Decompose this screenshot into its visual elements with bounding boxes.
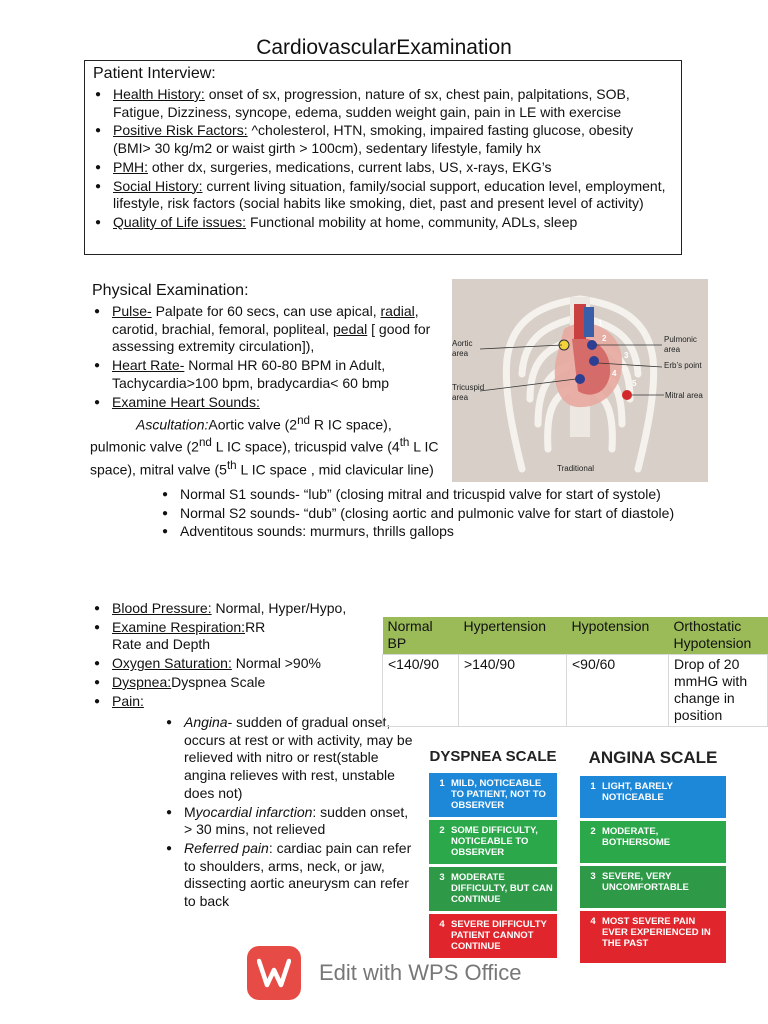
list-item: ● Normal S1 sounds- “lub” (closing mitral and tricuspid valve for start of systole) <box>180 486 680 504</box>
page-title: CardiovascularExamination <box>256 36 512 59</box>
list-item: ● Myocardial infarction: sudden onset, > 30 mins, not relieved <box>184 804 414 839</box>
table-header-cell: Hypotension <box>567 617 669 655</box>
label-num-2: 2 <box>602 334 607 343</box>
table-header-cell: Normal BP <box>383 617 459 655</box>
label-aortic-area: Aortic area <box>452 339 473 358</box>
table-header-row <box>383 617 768 655</box>
list-item: ● Positive Risk Factors: ^cholesterol, HTN, smoking, impaired fasting glucose, obesity (BMI> 30 kg/m2 or waist girth > 100cm), sedentary lifestyle, family hx <box>113 122 673 157</box>
pain-list <box>164 714 414 912</box>
table-header-cell: Orthostatic Hypotension <box>669 617 768 655</box>
angina-scale-title: ANGINA SCALE <box>588 748 718 767</box>
blood-pressure-table <box>382 617 768 727</box>
table-row <box>383 655 768 727</box>
wps-edit-banner[interactable] <box>247 944 547 1002</box>
angina-level-1: 1 LIGHT, BARELY NOTICEABLE <box>580 776 726 818</box>
list-item: ● Health History: onset of sx, progression, nature of sx, chest pain, palpitations, SOB, Fatigue, Dizziness, syncope, edema, sudden weight gain, pain in LE with exercise <box>113 86 673 121</box>
dyspnea-level-2: 2 SOME DIFFICULTY, NOTICEABLE TO OBSERVER <box>429 820 557 864</box>
list-item: ● Dyspnea:Dyspnea Scale <box>92 674 392 692</box>
dyspnea-level-4: 4 SEVERE DIFFICULTY PATIENT CANNOT CONTINUE <box>429 914 557 958</box>
label-num-1: 1 <box>598 319 603 328</box>
heart-diagram-svg <box>452 279 708 482</box>
wps-logo-icon <box>247 946 301 1000</box>
list-item: ● Examine Respiration:RR Rate and Depth <box>92 619 282 654</box>
label-num-5: 5 <box>632 379 637 388</box>
label-mitral-area: Mitral area <box>665 391 703 400</box>
list-item: ● PMH: other dx, surgeries, medications, current labs, US, x-rays, EKG’s <box>113 159 673 177</box>
angina-level-2: 2 MODERATE, BOTHERSOME <box>580 821 726 863</box>
list-item: ● Pain: <box>92 693 392 711</box>
vitals-list <box>92 600 392 711</box>
angina-scale-card <box>575 738 731 956</box>
pulse-item: ● Pulse- Palpate for 60 secs, can use apical, radial, carotid, brachial, femoral, popliteal, pedal [ good for assessing extremity circulation]), <box>92 303 452 356</box>
list-item: ● Referred pain: cardiac pain can refer to shoulders, arms, neck, or jaw, dissecting aortic aneurysm can refer to back <box>184 840 414 911</box>
wps-edit-text[interactable]: Edit with WPS Office <box>319 960 522 985</box>
physical-examination-heading: Physical Examination: <box>92 282 249 299</box>
label-num-4: 4 <box>612 369 617 378</box>
label-pulmonic-area: Pulmonic area <box>664 335 697 354</box>
patient-interview-heading: Patient Interview: <box>93 65 216 82</box>
list-item: ● Angina- sudden of gradual onset, occurs at rest or with activity, may be relieved with nitro or rest(stable angina relieves with rest, unstable does not) <box>184 714 414 803</box>
table-cell: <140/90 <box>383 655 459 727</box>
label-tricuspid-area: Tricuspid area <box>452 383 485 402</box>
table-header-cell: Hypertension <box>459 617 567 655</box>
heart-sounds-item: ● Examine Heart Sounds: <box>92 394 452 412</box>
table-cell: Drop of 20 mmHG with change in position <box>669 655 768 727</box>
label-num-3: 3 <box>624 351 629 360</box>
heart-auscultation-diagram <box>452 279 708 482</box>
list-item: ● Social History: current living situation, family/social support, education level, employment, lifestyle, risk factors (social habits like smoking, diet, past and present level of activity) <box>113 178 673 213</box>
table-cell: <90/60 <box>567 655 669 727</box>
list-item: ● Quality of Life issues: Functional mobility at home, community, ADLs, sleep <box>113 214 673 232</box>
angina-level-3: 3 SEVERE, VERY UNCOMFORTABLE <box>580 866 726 908</box>
dyspnea-level-3: 3 MODERATE DIFFICULTY, BUT CAN CONTINUE <box>429 867 557 911</box>
list-item: ● Adventitous sounds: murmurs, thrills gallops <box>180 523 680 541</box>
patient-interview-box <box>84 60 682 255</box>
auscultation-text: Ascultation:Aortic valve (2nd R IC space), pulmonic valve (2nd L IC space), tricuspid valve (4th L IC space), mitral valve (5th L IC space , mid clavicular line) <box>90 414 439 478</box>
patient-interview-list <box>93 86 673 232</box>
angina-level-4: 4 MOST SEVERE PAIN EVER EXPERIENCED IN THE PAST <box>580 911 726 963</box>
list-item: ● Normal S2 sounds- “dub” (closing aortic and pulmonic valve for start of diastole) <box>180 505 680 523</box>
table-cell: >140/90 <box>459 655 567 727</box>
physical-examination <box>92 282 452 412</box>
dyspnea-scale-title: DYSPNEA SCALE <box>429 748 557 765</box>
heart-sounds-list <box>160 486 680 542</box>
list-item: ● Oxygen Saturation: Normal >90% <box>92 655 392 673</box>
label-erbs-point: Erb’s point <box>664 361 702 370</box>
label-traditional: Traditional <box>557 464 595 473</box>
heart-rate-item: ● Heart Rate- Normal HR 60-80 BPM in Adult, Tachycardia>100 bpm, bradycardia< 60 bmp <box>92 357 452 392</box>
list-item: ● Blood Pressure: Normal, Hyper/Hypo, <box>92 600 392 618</box>
dyspnea-level-1: 1 MILD, NOTICEABLE TO PATIENT, NOT TO OBSERVER <box>429 773 557 817</box>
dyspnea-scale-card <box>424 738 562 956</box>
